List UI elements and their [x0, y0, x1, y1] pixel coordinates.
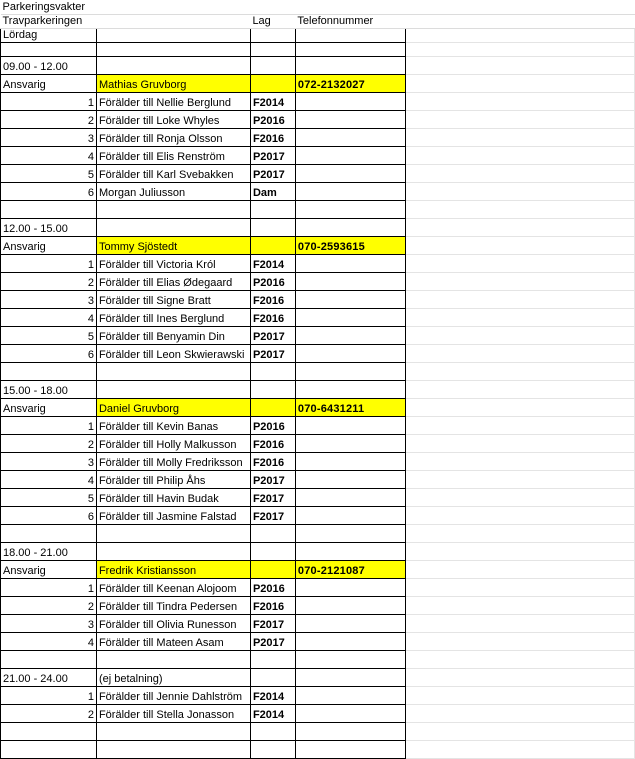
empty-cell[interactable]: [250, 362, 295, 380]
team-cell[interactable]: F2014: [250, 254, 295, 272]
empty-cell[interactable]: [405, 434, 634, 452]
volunteer-name[interactable]: Förälder till Stella Jonasson: [96, 704, 250, 722]
team-cell[interactable]: P2016: [250, 416, 295, 434]
volunteer-name[interactable]: Förälder till Ronja Olsson: [96, 128, 250, 146]
empty-cell[interactable]: [96, 218, 250, 236]
empty-cell[interactable]: [250, 668, 295, 686]
volunteer-name[interactable]: Förälder till Keenan Alojoom: [96, 578, 250, 596]
empty-cell[interactable]: [405, 218, 634, 236]
empty-cell[interactable]: [405, 488, 634, 506]
shift-time[interactable]: 18.00 - 21.00: [1, 542, 97, 560]
shift-time[interactable]: 15.00 - 18.00: [1, 380, 97, 398]
volunteer-name[interactable]: Förälder till Molly Fredriksson: [96, 452, 250, 470]
empty-cell[interactable]: [405, 578, 634, 596]
row-number[interactable]: 1: [1, 416, 97, 434]
volunteer-name[interactable]: Förälder till Tindra Pedersen: [96, 596, 250, 614]
row-number[interactable]: 5: [1, 164, 97, 182]
volunteer-name[interactable]: Förälder till Ines Berglund: [96, 308, 250, 326]
shift-time[interactable]: 12.00 - 15.00: [1, 218, 97, 236]
phone-cell[interactable]: [295, 704, 405, 722]
empty-cell[interactable]: [405, 524, 634, 542]
empty-cell[interactable]: [405, 42, 634, 56]
blank-row: [1, 524, 635, 542]
team-cell[interactable]: F2017: [250, 506, 295, 524]
empty-cell[interactable]: [1, 362, 97, 380]
row-number[interactable]: 2: [1, 434, 97, 452]
row-number[interactable]: 5: [1, 326, 97, 344]
empty-cell[interactable]: [250, 56, 295, 74]
volunteer-row: [1, 704, 635, 722]
row-number[interactable]: 3: [1, 614, 97, 632]
empty-cell[interactable]: [250, 28, 295, 42]
empty-cell[interactable]: [405, 506, 634, 524]
empty-cell[interactable]: [405, 722, 634, 740]
empty-cell[interactable]: [405, 146, 634, 164]
empty-cell[interactable]: [405, 308, 634, 326]
phone-cell[interactable]: [295, 632, 405, 650]
empty-cell[interactable]: [405, 686, 634, 704]
volunteer-row: [1, 92, 635, 110]
responsible-name[interactable]: Mathias Gruvborg: [96, 74, 250, 92]
row-number[interactable]: 6: [1, 506, 97, 524]
team-cell[interactable]: P2017: [250, 344, 295, 362]
day-label[interactable]: Lördag: [1, 28, 97, 42]
title-row: [1, 0, 635, 14]
phone-cell[interactable]: [295, 308, 405, 326]
blank-row: [1, 740, 635, 758]
phone-cell[interactable]: [295, 452, 405, 470]
blank-row: [1, 42, 635, 56]
volunteer-name[interactable]: Förälder till Philip Åhs: [96, 470, 250, 488]
phone-cell[interactable]: [295, 434, 405, 452]
shift-time-row: [1, 542, 635, 560]
responsible-row: [1, 236, 635, 254]
row-number[interactable]: 6: [1, 182, 97, 200]
row-number[interactable]: 1: [1, 92, 97, 110]
volunteer-row: [1, 488, 635, 506]
responsible-phone[interactable]: 072-2132027: [295, 74, 405, 92]
volunteer-name[interactable]: Morgan Juliusson: [96, 182, 250, 200]
responsible-label[interactable]: Ansvarig: [1, 74, 97, 92]
empty-cell[interactable]: [295, 28, 405, 42]
row-number[interactable]: 4: [1, 308, 97, 326]
empty-cell[interactable]: [405, 416, 634, 434]
empty-cell[interactable]: [250, 380, 295, 398]
phone-cell[interactable]: [295, 164, 405, 182]
empty-cell[interactable]: [96, 650, 250, 668]
team-cell[interactable]: P2016: [250, 110, 295, 128]
team-cell[interactable]: F2016: [250, 290, 295, 308]
empty-cell[interactable]: [96, 740, 250, 758]
empty-cell[interactable]: [295, 542, 405, 560]
row-number[interactable]: 1: [1, 254, 97, 272]
team-cell[interactable]: P2017: [250, 470, 295, 488]
phone-cell[interactable]: [295, 92, 405, 110]
volunteer-row: [1, 452, 635, 470]
phone-cell[interactable]: [295, 470, 405, 488]
phone-cell[interactable]: [295, 272, 405, 290]
responsible-row: [1, 560, 635, 578]
volunteer-row: [1, 164, 635, 182]
team-cell[interactable]: P2017: [250, 326, 295, 344]
volunteer-row: [1, 416, 635, 434]
volunteer-row: [1, 470, 635, 488]
volunteer-name[interactable]: Förälder till Jasmine Falstad: [96, 506, 250, 524]
phone-cell[interactable]: [295, 182, 405, 200]
empty-cell[interactable]: [250, 560, 295, 578]
phone-cell[interactable]: [295, 128, 405, 146]
row-number[interactable]: 3: [1, 452, 97, 470]
row-number[interactable]: 5: [1, 488, 97, 506]
row-number[interactable]: 2: [1, 272, 97, 290]
empty-cell[interactable]: [405, 596, 634, 614]
empty-cell[interactable]: [1, 650, 97, 668]
row-number[interactable]: 1: [1, 578, 97, 596]
team-cell[interactable]: P2016: [250, 272, 295, 290]
shift-time-row: [1, 380, 635, 398]
empty-cell[interactable]: [405, 380, 634, 398]
shift-time-row: [1, 218, 635, 236]
responsible-phone[interactable]: 070-2121087: [295, 560, 405, 578]
empty-cell[interactable]: [295, 722, 405, 740]
responsible-phone[interactable]: 070-2593615: [295, 236, 405, 254]
phone-cell[interactable]: [295, 254, 405, 272]
responsible-name[interactable]: Daniel Gruvborg: [96, 398, 250, 416]
volunteer-name[interactable]: Förälder till Loke Whyles: [96, 110, 250, 128]
phone-cell[interactable]: [295, 416, 405, 434]
empty-cell[interactable]: [405, 704, 634, 722]
empty-cell[interactable]: [250, 236, 295, 254]
empty-cell[interactable]: [405, 452, 634, 470]
phone-cell[interactable]: [295, 146, 405, 164]
empty-cell[interactable]: [1, 722, 97, 740]
volunteer-name[interactable]: Förälder till Karl Svebakken: [96, 164, 250, 182]
row-number[interactable]: 4: [1, 632, 97, 650]
empty-cell[interactable]: [295, 380, 405, 398]
spreadsheet-body: [1, 0, 635, 758]
team-cell[interactable]: F2014: [250, 92, 295, 110]
volunteer-name[interactable]: Förälder till Nellie Berglund: [96, 92, 250, 110]
volunteer-name[interactable]: Förälder till Elias Ødegaard: [96, 272, 250, 290]
empty-cell[interactable]: [96, 200, 250, 218]
row-number[interactable]: 2: [1, 704, 97, 722]
empty-cell[interactable]: [295, 200, 405, 218]
empty-cell[interactable]: [405, 542, 634, 560]
responsible-label[interactable]: Ansvarig: [1, 236, 97, 254]
volunteer-row: [1, 596, 635, 614]
empty-cell[interactable]: [96, 56, 250, 74]
shift-time-row: [1, 56, 635, 74]
empty-cell[interactable]: [250, 650, 295, 668]
shift-time-row: [1, 668, 635, 686]
empty-cell[interactable]: [295, 56, 405, 74]
blank-row: [1, 650, 635, 668]
phone-cell[interactable]: [295, 488, 405, 506]
empty-cell[interactable]: [405, 74, 634, 92]
empty-cell[interactable]: [405, 326, 634, 344]
team-cell[interactable]: F2016: [250, 452, 295, 470]
empty-cell[interactable]: [405, 254, 634, 272]
empty-cell[interactable]: [1, 200, 97, 218]
phone-cell[interactable]: [295, 614, 405, 632]
team-cell[interactable]: P2016: [250, 578, 295, 596]
volunteer-row: [1, 272, 635, 290]
volunteer-name[interactable]: Förälder till Jennie Dahlström: [96, 686, 250, 704]
empty-cell[interactable]: [405, 560, 634, 578]
column-header-row: [1, 14, 635, 28]
volunteer-name[interactable]: Förälder till Victoria Król: [96, 254, 250, 272]
empty-cell[interactable]: [250, 524, 295, 542]
empty-cell[interactable]: [405, 614, 634, 632]
empty-cell[interactable]: [96, 362, 250, 380]
empty-cell[interactable]: [250, 200, 295, 218]
empty-cell[interactable]: [1, 740, 97, 758]
column-header-phone[interactable]: Telefonnummer: [295, 14, 405, 28]
volunteer-row: [1, 686, 635, 704]
empty-cell[interactable]: [405, 128, 634, 146]
phone-cell[interactable]: [295, 596, 405, 614]
volunteer-row: [1, 182, 635, 200]
responsible-label[interactable]: Ansvarig: [1, 398, 97, 416]
volunteer-row: [1, 578, 635, 596]
row-number[interactable]: 6: [1, 344, 97, 362]
empty-cell[interactable]: [405, 290, 634, 308]
empty-cell[interactable]: [295, 524, 405, 542]
empty-cell[interactable]: [96, 42, 250, 56]
volunteer-name[interactable]: Förälder till Kevin Banas: [96, 416, 250, 434]
row-number[interactable]: 3: [1, 128, 97, 146]
phone-cell[interactable]: [295, 110, 405, 128]
empty-cell[interactable]: [295, 650, 405, 668]
empty-cell[interactable]: [405, 92, 634, 110]
volunteer-row: [1, 506, 635, 524]
phone-cell[interactable]: [295, 344, 405, 362]
responsible-name[interactable]: Fredrik Kristiansson: [96, 560, 250, 578]
sheet-subtitle[interactable]: Travparkeringen: [1, 14, 97, 28]
empty-cell[interactable]: [96, 380, 250, 398]
empty-cell[interactable]: [405, 632, 634, 650]
empty-cell[interactable]: [405, 272, 634, 290]
team-cell[interactable]: P2017: [250, 164, 295, 182]
empty-cell[interactable]: [405, 668, 634, 686]
volunteer-row: [1, 434, 635, 452]
responsible-label[interactable]: Ansvarig: [1, 560, 97, 578]
team-cell[interactable]: F2017: [250, 488, 295, 506]
volunteer-row: [1, 632, 635, 650]
empty-cell[interactable]: [405, 56, 634, 74]
empty-cell[interactable]: [405, 236, 634, 254]
row-number[interactable]: 1: [1, 686, 97, 704]
empty-cell[interactable]: [295, 218, 405, 236]
blank-row: [1, 722, 635, 740]
phone-cell[interactable]: [295, 686, 405, 704]
team-cell[interactable]: F2016: [250, 128, 295, 146]
phone-cell[interactable]: [295, 506, 405, 524]
empty-cell[interactable]: [295, 668, 405, 686]
empty-cell[interactable]: [250, 722, 295, 740]
volunteer-row: [1, 344, 635, 362]
row-number[interactable]: 2: [1, 110, 97, 128]
empty-cell[interactable]: [250, 74, 295, 92]
volunteer-name[interactable]: Förälder till Signe Bratt: [96, 290, 250, 308]
volunteer-name[interactable]: Förälder till Havin Budak: [96, 488, 250, 506]
volunteer-name[interactable]: Förälder till Elis Renström: [96, 146, 250, 164]
team-cell[interactable]: F2016: [250, 596, 295, 614]
empty-cell[interactable]: [295, 362, 405, 380]
responsible-name[interactable]: Tommy Sjöstedt: [96, 236, 250, 254]
team-cell[interactable]: Dam: [250, 182, 295, 200]
empty-cell[interactable]: [405, 200, 634, 218]
team-cell[interactable]: F2016: [250, 308, 295, 326]
empty-cell[interactable]: [295, 42, 405, 56]
empty-cell[interactable]: [405, 182, 634, 200]
sheet-title[interactable]: Parkeringsvakter: [1, 0, 97, 14]
empty-cell[interactable]: [1, 42, 97, 56]
empty-cell[interactable]: [250, 542, 295, 560]
team-cell[interactable]: P2017: [250, 632, 295, 650]
empty-cell[interactable]: [405, 398, 634, 416]
empty-cell[interactable]: [96, 28, 250, 42]
volunteer-name[interactable]: Förälder till Leon Skwierawski: [96, 344, 250, 362]
row-number[interactable]: 4: [1, 470, 97, 488]
volunteer-name[interactable]: Förälder till Benyamin Din: [96, 326, 250, 344]
day-row: [1, 28, 635, 42]
volunteer-row: [1, 254, 635, 272]
shift-time[interactable]: 09.00 - 12.00: [1, 56, 97, 74]
volunteer-row: [1, 308, 635, 326]
phone-cell[interactable]: [295, 326, 405, 344]
row-number[interactable]: 2: [1, 596, 97, 614]
row-number[interactable]: 4: [1, 146, 97, 164]
volunteer-row: [1, 128, 635, 146]
empty-cell[interactable]: [405, 362, 634, 380]
volunteer-name[interactable]: Förälder till Mateen Asam: [96, 632, 250, 650]
responsible-row: [1, 74, 635, 92]
volunteer-row: [1, 146, 635, 164]
phone-cell[interactable]: [295, 578, 405, 596]
empty-cell[interactable]: [405, 164, 634, 182]
empty-cell[interactable]: [250, 740, 295, 758]
volunteer-row: [1, 326, 635, 344]
row-number[interactable]: 3: [1, 290, 97, 308]
empty-cell[interactable]: [250, 218, 295, 236]
team-cell[interactable]: F2014: [250, 686, 295, 704]
empty-cell[interactable]: [250, 42, 295, 56]
team-cell[interactable]: F2014: [250, 704, 295, 722]
volunteer-name[interactable]: Förälder till Holly Malkusson: [96, 434, 250, 452]
volunteer-row: [1, 614, 635, 632]
responsible-row: [1, 398, 635, 416]
empty-cell[interactable]: [405, 344, 634, 362]
empty-cell[interactable]: [405, 110, 634, 128]
empty-cell[interactable]: [405, 470, 634, 488]
empty-cell[interactable]: [96, 722, 250, 740]
empty-cell[interactable]: [250, 398, 295, 416]
empty-cell[interactable]: [96, 542, 250, 560]
empty-cell[interactable]: [405, 740, 634, 758]
team-cell[interactable]: F2017: [250, 614, 295, 632]
empty-cell[interactable]: [1, 524, 97, 542]
shift-note[interactable]: (ej betalning): [96, 668, 250, 686]
shift-time[interactable]: 21.00 - 24.00: [1, 668, 97, 686]
volunteer-row: [1, 110, 635, 128]
team-cell[interactable]: P2017: [250, 146, 295, 164]
empty-cell[interactable]: [295, 740, 405, 758]
responsible-phone[interactable]: 070-6431211: [295, 398, 405, 416]
team-cell[interactable]: F2016: [250, 434, 295, 452]
blank-row: [1, 200, 635, 218]
volunteer-name[interactable]: Förälder till Olivia Runesson: [96, 614, 250, 632]
phone-cell[interactable]: [295, 290, 405, 308]
blank-row: [1, 362, 635, 380]
column-header-lag[interactable]: Lag: [250, 14, 295, 28]
empty-cell[interactable]: [405, 28, 634, 42]
empty-cell[interactable]: [96, 524, 250, 542]
empty-cell[interactable]: [405, 650, 634, 668]
volunteer-row: [1, 290, 635, 308]
